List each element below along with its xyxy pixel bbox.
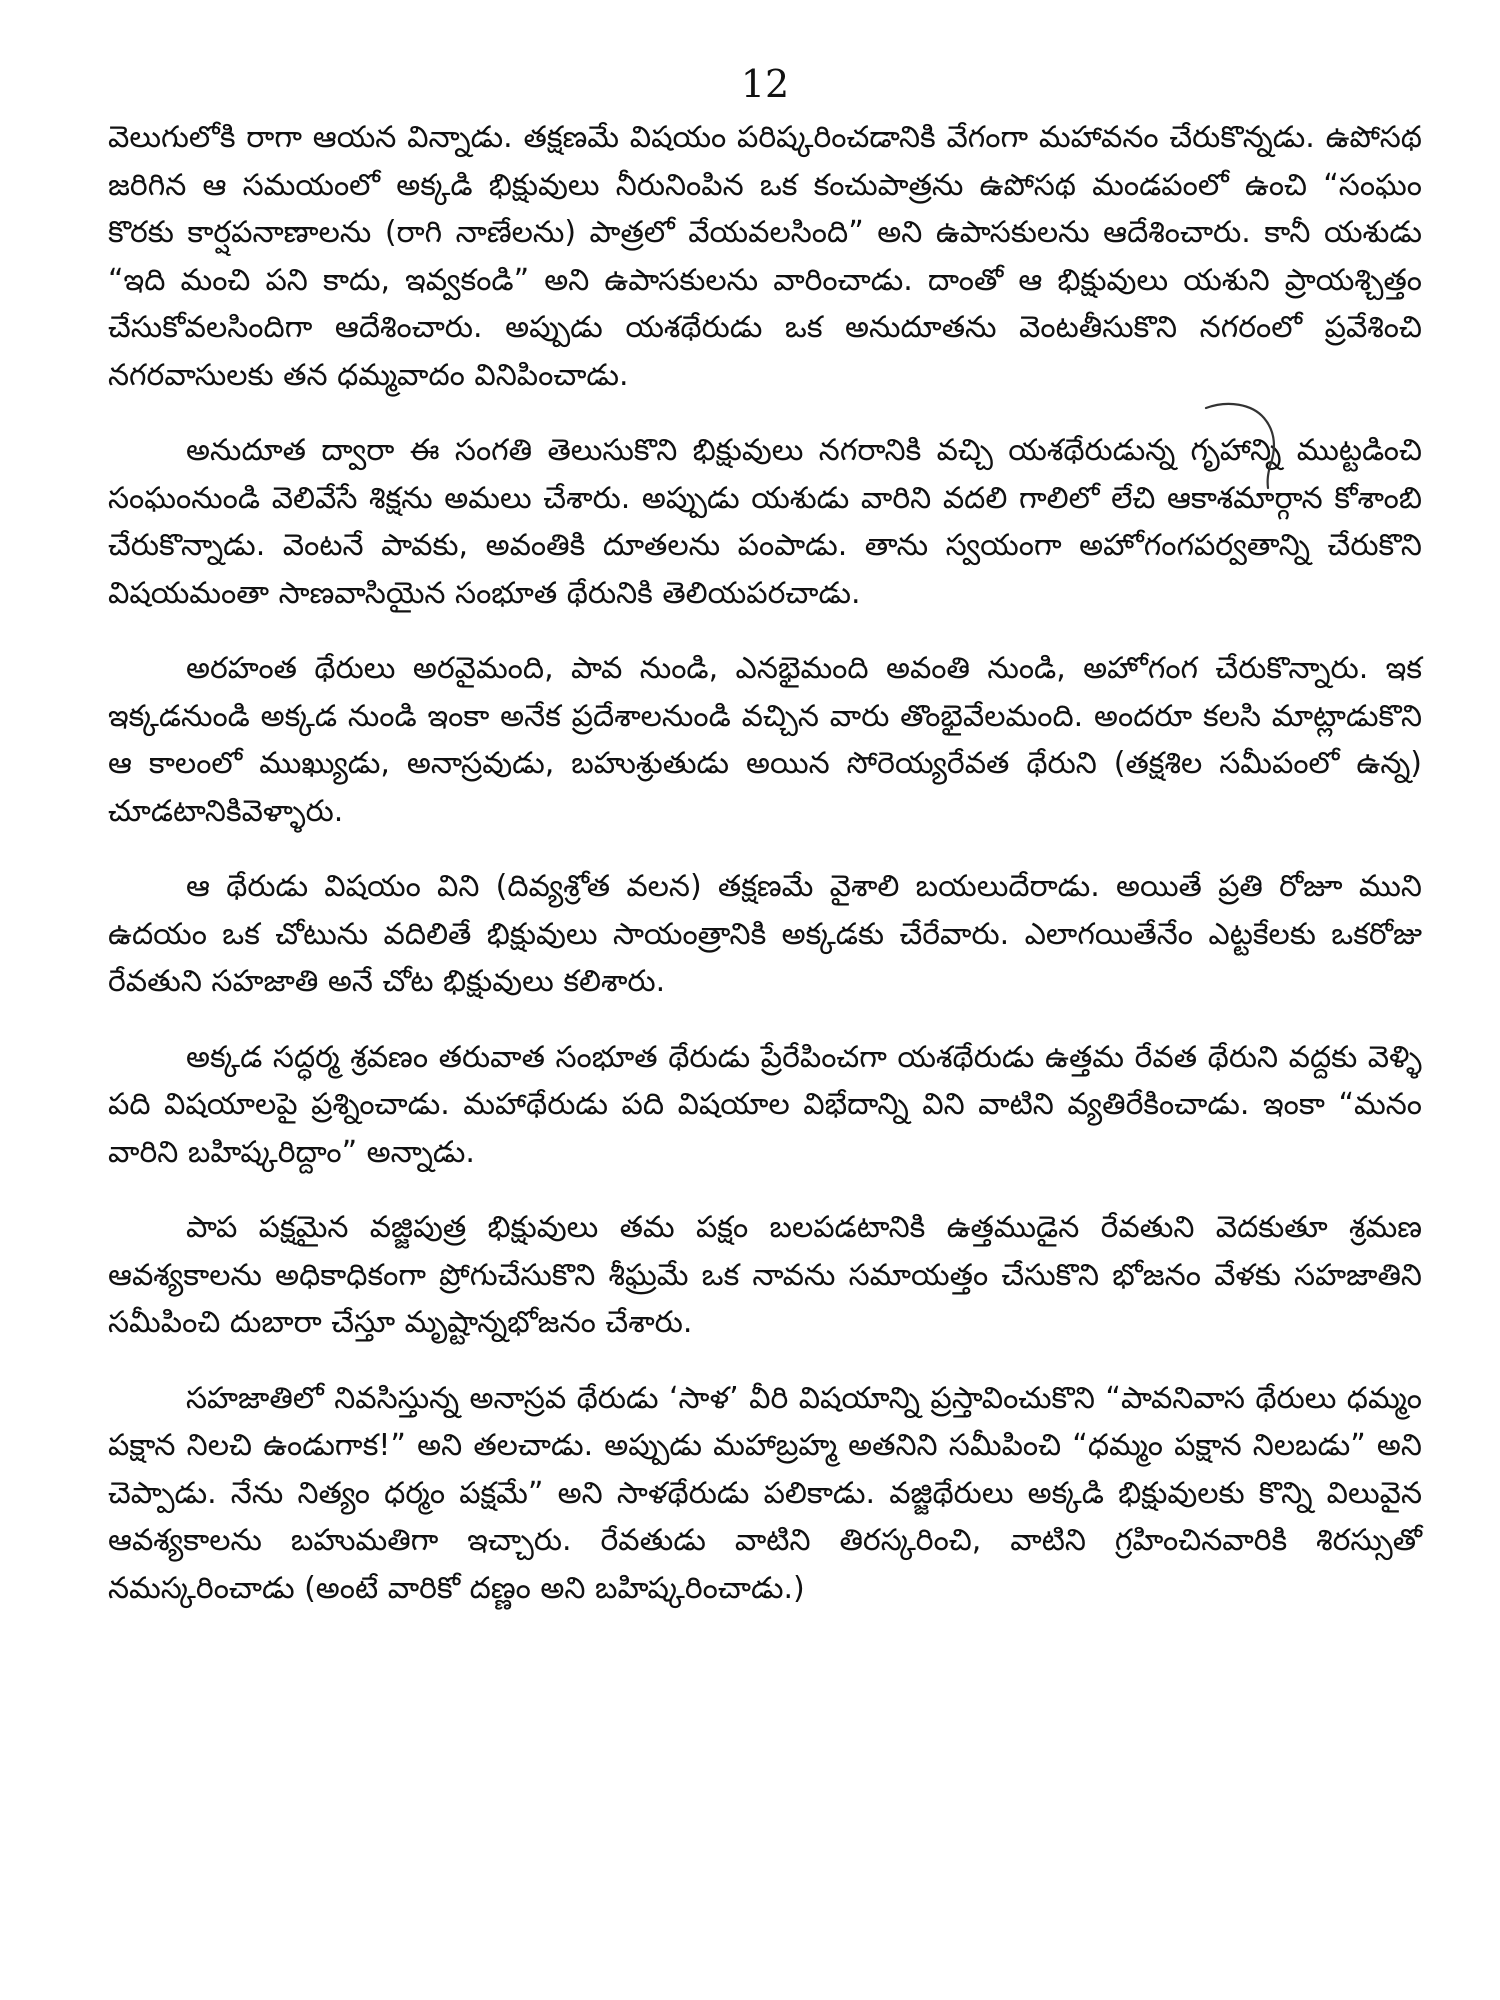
- paragraph-4: ఆ థేరుడు విషయం విని (దివ్యశ్రోత వలన) తక్షణమే వైశాలి బయలుదేరాడు. అయితే ప్రతి రోజూ ముని ఉదయం ఒక చోటును వదిలితే భిక్షువులు సాయంత్రానికి అక్కడకు చేరేవారు. ఎలాగయితేనేం ఎట్టకేలకు ఒకరోజు రేవతుని సహజాతి అనే చోట భిక్షువులు కలిశారు.: [108, 869, 1422, 999]
- paragraph-3: అరహంత థేరులు అరవైమంది, పావ నుండి, ఎనభైమంది అవంతి నుండి, అహోగంగ చేరుకొన్నారు. ఇక ఇక్కడనుండి అక్కడ నుండి ఇంకా అనేక ప్రదేశాలనుండి వచ్చిన వారు తొంభైవేలమంది. అందరూ కలసి మాట్లాడుకొని ఆ కాలంలో ముఖ్యుడు, అనాస్రవుడు, బహుశ్రుతుడు అయిన సోరెయ్యరేవత థేరుని (తక్షశిల సమీపంలో ఉన్న) చూడటానికివెళ్ళారు.: [108, 651, 1422, 829]
- paragraph-5: అక్కడ సద్ధర్మ శ్రవణం తరువాత సంభూత థేరుడు ప్రేరేపించగా యశథేరుడు ఉత్తమ రేవత థేరుని వద్దకు వెళ్ళి పది విషయాలపై ప్రశ్నించాడు. మహాథేరుడు పది విషయాల విభేదాన్ని విని వాటిని వ్యతిరేకించాడు. ఇంకా “మనం వారిని బహిష్కరిద్దాం” అన్నాడు.: [108, 1039, 1422, 1170]
- paragraph-2: అనుదూత ద్వారా ఈ సంగతి తెలుసుకొని భిక్షువులు నగరానికి వచ్చి యశథేరుడున్న గృహాన్ని ముట్టడించి సంఘంనుండి వెలివేసే శిక్షను అమలు చేశారు. అప్పుడు యశుడు వారిని వదలి గాలిలో లేచి ఆకాశమార్గాన కోశాంబి చేరుకొన్నాడు. వెంటనే పావకు, అవంతికి దూతలను పంపాడు. తాను స్వయంగా అహోగంగపర్వతాన్ని చేరుకొని విషయమంతా సాణవాసియైన సంభూత థేరునికి తెలియపరచాడు.: [108, 433, 1422, 611]
- paragraph-7: సహజాతిలో నివసిస్తున్న అనాస్రవ థేరుడు ‘సాళ’ వీరి విషయాన్ని ప్రస్తావించుకొని “పావనివాస థేరులు ధమ్మం పక్షాన నిలచి ఉండుగాక!” అని తలచాడు. అప్పుడు మహాబ్రహ్మ అతనిని సమీపించి “ధమ్మం పక్షాన నిలబడు” అని చెప్పాడు. నేను నిత్యం ధర్మం పక్షమే” అని సాళథేరుడు పలికాడు. వజ్జిథేరులు అక్కడి భిక్షువులకు కొన్ని విలువైన ఆవశ్యకాలను బహుమతిగా ఇచ్చారు. రేవతుడు వాటిని తిరస్కరించి, వాటిని గ్రహించినవారికి శిరస్సుతో నమస్కరించాడు (అంటే వారికో దణ్ణం అని బహిష్కరించాడు.): [108, 1380, 1422, 1606]
- page-number: 12: [740, 62, 790, 106]
- paragraph-6: పాప పక్షమైన వజ్జిపుత్ర భిక్షువులు తమ పక్షం బలపడటానికి ఉత్తముడైన రేవతుని వెదకుతూ శ్రమణ ఆవశ్యకాలను అధికాధికంగా ప్రోగుచేసుకొని శీఘ్రమే ఒక నావను సమాయత్తం చేసుకొని భోజనం వేళకు సహజాతిని సమీపించి దుబారా చేస్తూ మృష్టాన్నభోజనం చేశారు.: [108, 1210, 1422, 1340]
- paragraph-1: వెలుగులోకి రాగా ఆయన విన్నాడు. తక్షణమే విషయం పరిష్కరించడానికి వేగంగా మహావనం చేరుకొన్నడు. ఉపోసథ జరిగిన ఆ సమయంలో అక్కడి భిక్షువులు నీరునింపిన ఒక కంచుపాత్రను ఉపోసథ మండపంలో ఉంచి “సంఘం కొరకు కార్షపనాణాలను (రాగి నాణేలను) పాత్రలో వేయవలసింది” అని ఉపాసకులను ఆదేశించారు. కానీ యశుడు “ఇది మంచి పని కాదు, ఇవ్వకండి” అని ఉపాసకులను వారించాడు. దాంతో ఆ భిక్షువులు యశుని ప్రాయశ్చిత్తం చేసుకోవలసిందిగా ఆదేశించారు. అప్పుడు యశథేరుడు ఒక అనుదూతను వెంటతీసుకొని నగరంలో ప్రవేశించి నగరవాసులకు తన ధమ్మవాదం వినిపించాడు.: [108, 120, 1422, 393]
